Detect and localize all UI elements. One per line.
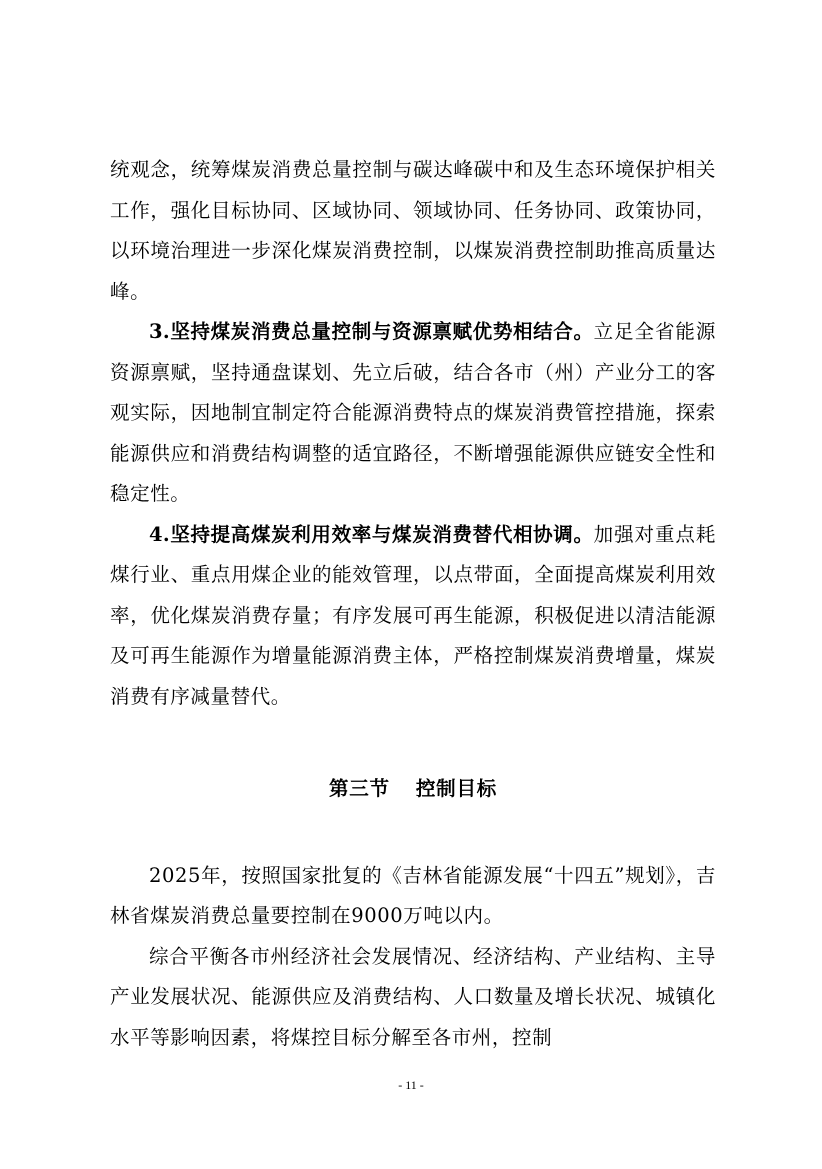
- section-heading: [110, 717, 716, 856]
- principle-4-body: 加强对重点耗煤行业、重点用煤企业的能效管理，以点带面，全面提高煤炭利用效率，优化煤炭消费存量；有序发展可再生能源，积极促进以清洁能源及可再生能源作为增量能源消费主体，严格控制煤炭消费增量，煤炭消费有序减量替代。: [110, 522, 716, 708]
- paragraph-principle-4: [110, 515, 716, 718]
- section-number: 第三节: [328, 777, 390, 800]
- paragraph-principle-3: [110, 312, 716, 515]
- paragraph-target-allocation: 综合平衡各市州经济社会发展情况、经济结构、产业结构、主导产业发展状况、能源供应及消费结构、人口数量及增长状况、城镇化水平等影响因素，将煤控目标分解至各市州，控制: [110, 944, 716, 1049]
- paragraph-coordination: 统观念，统筹煤炭消费总量控制与碳达峰碳中和及生态环境保护相关工作，强化目标协同、区域协同、领域协同、任务协同、政策协同，以环境治理进一步深化煤炭消费控制，以煤炭消费控制助推高质量达峰。: [110, 158, 716, 303]
- page-number: - 11 -: [398, 1078, 424, 1092]
- principle-3-heading: 3.坚持煤炭消费总量控制与资源禀赋优势相结合。: [149, 320, 594, 343]
- document-page: [110, 150, 716, 1058]
- principle-4-heading: 4.坚持提高煤炭利用效率与煤炭消费替代相协调。: [149, 522, 594, 546]
- paragraph-target-2025: 2025年，按照国家批复的《吉林省能源发展“十四五”规划》，吉林省煤炭消费总量要控制在9000万吨以内。: [110, 863, 716, 927]
- section-title: 控制目标: [415, 777, 498, 800]
- principle-3-body: 立足全省能源资源禀赋，坚持通盘谋划、先立后破，结合各市（州）产业分工的客观实际，因地制宜制定符合能源消费特点的煤炭消费管控措施，探索能源供应和消费结构调整的适宜路径，不断增强能源供应链安全性和稳定性。: [110, 320, 716, 505]
